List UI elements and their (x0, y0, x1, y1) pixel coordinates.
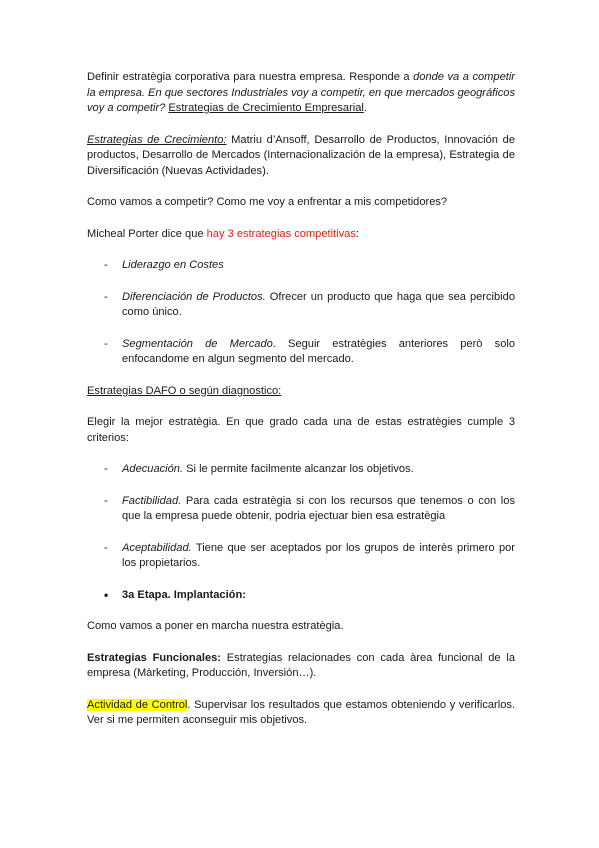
growth-strategies-link[interactable]: Estrategias de Crecimiento Empresarial (168, 102, 364, 114)
stage3-heading: • 3a Etapa. Implantación: (87, 588, 515, 604)
dafo-heading: Estrategias DAFO o según diagnostico: (87, 384, 282, 397)
intro-italic-text: donde va a competir la empresa. En que sectores Industriales voy a competir, en que mercados geográficos voy a competir? (87, 71, 515, 114)
choose-paragraph: Elegir la mejor estratègia. En que grado cada una de estas estratègies cumple 3 criterios: (87, 416, 515, 444)
porter-highlight: hay 3 estrategias competitivas (206, 227, 356, 240)
list-item: - Liderazgo en Costes (87, 258, 515, 274)
implement-paragraph: Como vamos a poner en marcha nuestra estratègia. (87, 620, 344, 632)
list-item: - Aceptabilidad. Tiene que ser aceptados por los grupos de interès primero por los propietarios. (87, 541, 515, 572)
growth-text: Matriu d’Ansoff, Desarrollo de Productos, Innovación de productos, Desarrollo de Mercados (Internacionalización de la empresa), Estrategia de Diversificación (Nuevas Actividades). (87, 133, 515, 177)
list-item: - Diferenciación de Productos. Ofrecer un producto que haga que sea percibido como único. (87, 290, 515, 321)
intro-paragraph: Definir estratègia corporativa para nuestra empresa. Responde a donde va a competir la empresa. En que sectores Industriales voy a competir, en que mercados geográficos voy a competir? Estrategias de Crecimiento Empresarial. (87, 71, 515, 114)
criteria-list (87, 462, 515, 572)
list-item: - Factibilidad. Para cada estratègia si con los recursos que tenemos o con los que la empresa puede obtenir, podria ejectuar bien esa estratègia (87, 494, 515, 525)
functional-label: Estrategias Funcionales: (87, 651, 221, 664)
list-item: - Adecuación. Si le permite facilmente alcanzar los objetivos. (87, 462, 515, 478)
functional-paragraph: Estrategias Funcionales: Estrategias relacionades con cada àrea funcional de la empresa (Màrketing, Producción, Inversión…). (87, 651, 515, 679)
control-highlight: Actividad de Control (87, 698, 188, 711)
document-page (87, 70, 515, 745)
compete-question: Como vamos a competir? Como me voy a enfrentar a mis competidores? (87, 196, 448, 208)
intro-text: Definir estratègia corporativa para nuestra empresa. Responde a (87, 71, 414, 83)
porter-strategy-list (87, 258, 515, 368)
list-item: - Segmentación de Mercado. Seguir estratègies anteriores però solo enfocandome en algun segmento del mercado. (87, 337, 515, 368)
growth-label: Estrategias de Crecimiento: (87, 133, 227, 146)
control-paragraph: Actividad de Control. Supervisar los resultados que estamos obteniendo y verificarlos. Ver si me permiten aconseguir mis objetivos. (87, 698, 515, 726)
porter-paragraph: Micheal Porter dice que hay 3 estrategias competitivas: (87, 227, 359, 240)
growth-paragraph (87, 133, 515, 180)
